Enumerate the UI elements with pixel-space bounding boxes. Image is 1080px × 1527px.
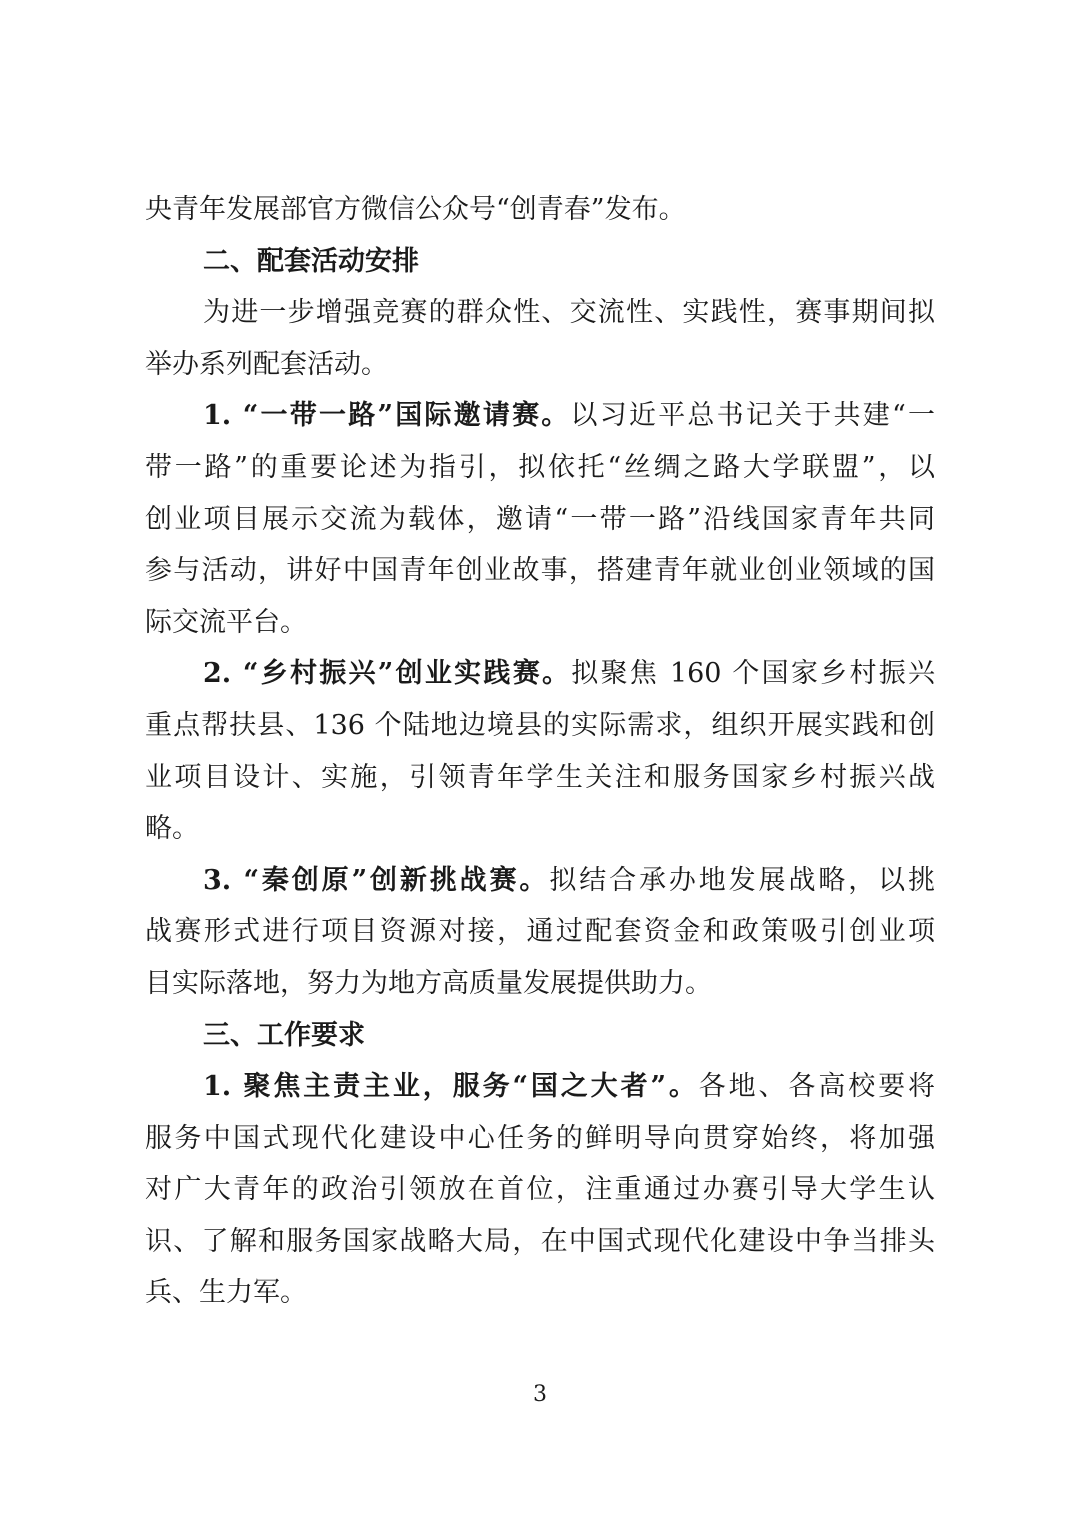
paragraph-line [145,597,935,649]
item-text: 创业项目展示交流为载体，邀请“一带一路”沿线国家青年共同 [145,503,935,535]
section2-heading: 二、配套活动安排 [203,245,419,277]
paragraph-line [145,700,935,752]
item-text: 拟聚焦 160 个国家乡村振兴 [571,658,935,690]
paragraph-line [145,1061,935,1113]
section-heading [145,1010,935,1062]
paragraph-line [145,906,935,958]
item-text: 战赛形式进行项目资源对接，通过配套资金和政策吸引创业项 [145,916,935,948]
item-text: 拟结合承办地发展战略，以挑 [549,864,935,896]
paragraph-line [145,184,935,236]
section-heading [145,236,935,288]
body-text [145,184,935,1319]
item-text: 带一路”的重要论述为指引，拟依托“丝绸之路大学联盟”，以 [145,451,935,483]
item-title: 1. “一带一路”国际邀请赛。 [203,400,571,432]
paragraph-line [145,287,935,339]
item-text: 兵、生力军。 [145,1277,307,1309]
paragraph-line [145,545,935,597]
section2-intro-line: 为进一步增强竞赛的群众性、交流性、实践性，赛事期间拟 [203,297,935,329]
paragraph-line [145,648,935,700]
intro-continuation: 央青年发展部官方微信公众号“创青春”发布。 [145,194,686,225]
item-text: 际交流平台。 [145,606,307,638]
paragraph-line [145,958,935,1010]
paragraph-line [145,1267,935,1319]
paragraph-line [145,442,935,494]
item-text: 各地、各高校要将 [698,1071,935,1103]
paragraph-line [145,1216,935,1268]
item-text: 业项目设计、实施，引领青年学生关注和服务国家乡村振兴战 [145,761,935,793]
paragraph-line [145,390,935,442]
paragraph-line [145,855,935,907]
section3-heading: 三、工作要求 [203,1019,365,1051]
item-text: 参与活动，讲好中国青年创业故事，搭建青年就业创业领域的国 [145,555,935,587]
item-text: 对广大青年的政治引领放在首位，注重通过办赛引导大学生认 [145,1174,935,1206]
item-text: 识、了解和服务国家战略大局，在中国式现代化建设中争当排头 [145,1225,935,1257]
item-title: 2. “乡村振兴”创业实践赛。 [203,658,572,690]
section2-intro-line: 举办系列配套活动。 [145,348,388,380]
paragraph-line [145,494,935,546]
item-text: 服务中国式现代化建设中心任务的鲜明导向贯穿始终，将加强 [145,1122,935,1154]
paragraph-line [145,1113,935,1165]
paragraph-line [145,803,935,855]
item-text: 以习近平总书记关于共建“一 [570,400,935,432]
paragraph-line [145,339,935,391]
item-title: 1. 聚焦主责主业，服务“国之大者”。 [203,1071,699,1103]
item-title: 3. “秦创原”创新挑战赛。 [203,864,550,896]
item-text: 略。 [145,813,199,845]
item-text: 重点帮扶县、136 个陆地边境县的实际需求，组织开展实践和创 [145,709,935,741]
page-number: 3 [533,1382,547,1407]
item-text: 目实际落地，努力为地方高质量发展提供助力。 [145,967,712,999]
paragraph-line [145,1164,935,1216]
paragraph-line [145,752,935,804]
